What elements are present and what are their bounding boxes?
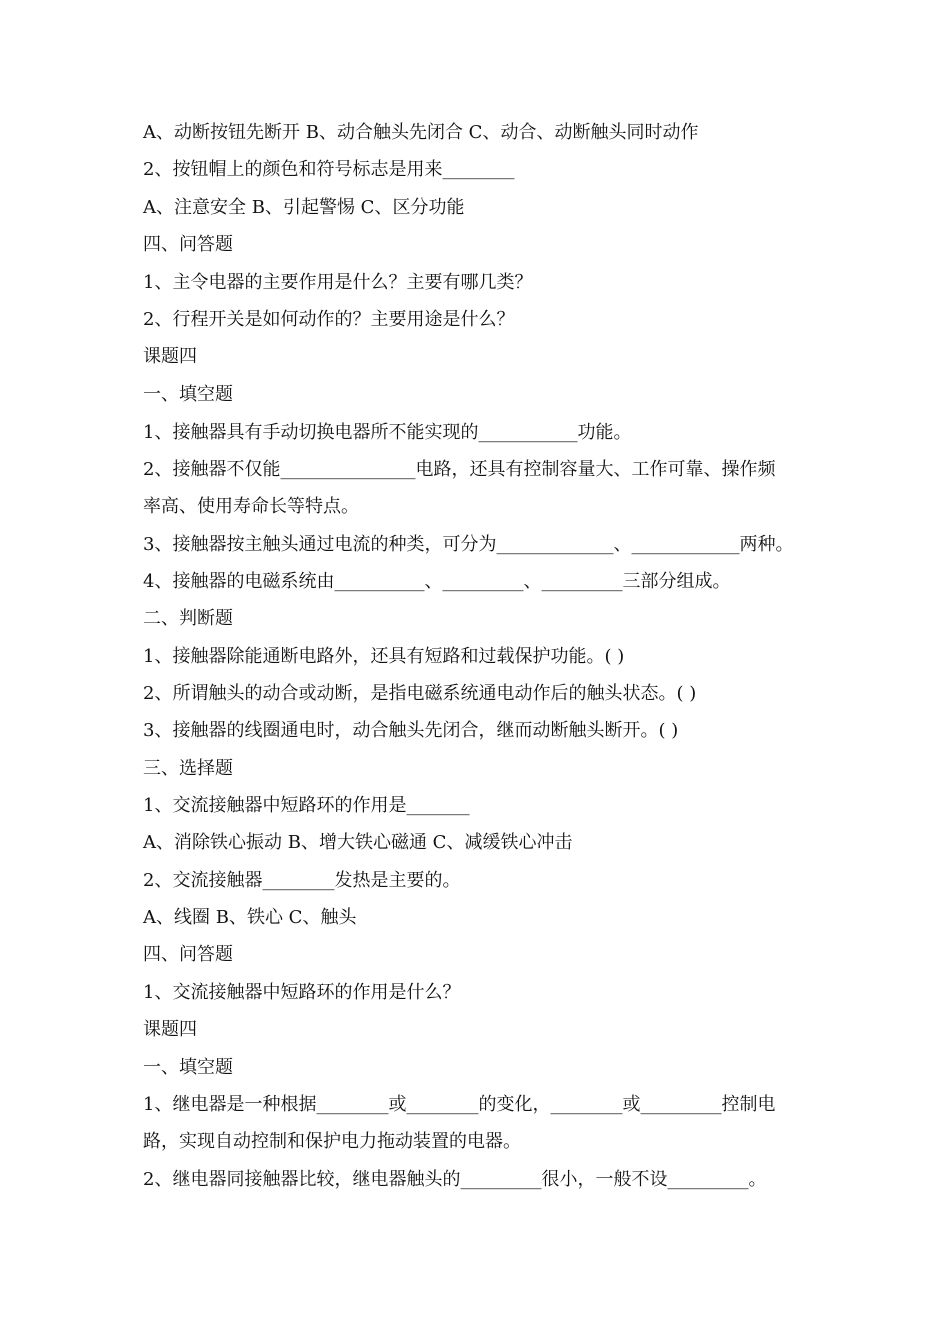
option-line: A、线圈 B、铁心 C、触头 <box>143 907 357 928</box>
question-line: 2、行程开关是如何动作的？主要用途是什么？ <box>143 309 515 330</box>
question-line: 1、交流接触器中短路环的作用是_______ <box>143 795 470 816</box>
topic-heading: 课题四 <box>143 346 197 367</box>
option-line: A、消除铁心振动 B、增大铁心磁通 C、减缓铁心冲击 <box>143 832 573 853</box>
section-heading: 四、问答题 <box>143 234 233 255</box>
question-line: 1、继电器是一种根据________或________的变化，________或_________控制电 <box>143 1094 776 1115</box>
question-line: 1、接触器除能通断电路外，还具有短路和过载保护功能。( ) <box>143 646 625 667</box>
question-line: 4、接触器的电磁系统由__________、_________、_________三部分组成。 <box>143 571 731 592</box>
section-heading: 二、判断题 <box>143 608 233 629</box>
section-heading: 四、问答题 <box>143 944 233 965</box>
topic-heading: 课题四 <box>143 1019 197 1040</box>
question-line: 路，实现自动控制和保护电力拖动装置的电器。 <box>143 1131 521 1152</box>
question-line: 2、交流接触器________发热是主要的。 <box>143 870 461 891</box>
section-heading: 三、选择题 <box>143 758 233 779</box>
question-line: 率高、使用寿命长等特点。 <box>143 496 359 517</box>
question-line: 2、继电器同接触器比较，继电器触头的_________很小，一般不设_________。 <box>143 1169 767 1190</box>
question-line: 3、接触器按主触头通过电流的种类，可分为_____________、____________两种。 <box>143 534 794 555</box>
question-line: 3、接触器的线圈通电时，动合触头先闭合，继而动断触头断开。( ) <box>143 720 679 741</box>
question-line: 2、按钮帽上的颜色和符号标志是用来________ <box>143 159 515 180</box>
question-line: 2、接触器不仅能_______________电路，还具有控制容量大、工作可靠、操作频 <box>143 459 776 480</box>
option-line: A、注意安全 B、引起警惕 C、区分功能 <box>143 197 465 218</box>
section-heading: 一、填空题 <box>143 384 233 405</box>
option-line: A、动断按钮先断开 B、动合触头先闭合 C、动合、动断触头同时动作 <box>143 122 699 143</box>
question-line: 1、交流接触器中短路环的作用是什么？ <box>143 982 461 1003</box>
question-line: 2、所谓触头的动合或动断，是指电磁系统通电动作后的触头状态。( ) <box>143 683 697 704</box>
question-line: 1、主令电器的主要作用是什么？主要有哪几类？ <box>143 272 533 293</box>
question-line: 1、接触器具有手动切换电器所不能实现的___________功能。 <box>143 422 632 443</box>
section-heading: 一、填空题 <box>143 1057 233 1078</box>
